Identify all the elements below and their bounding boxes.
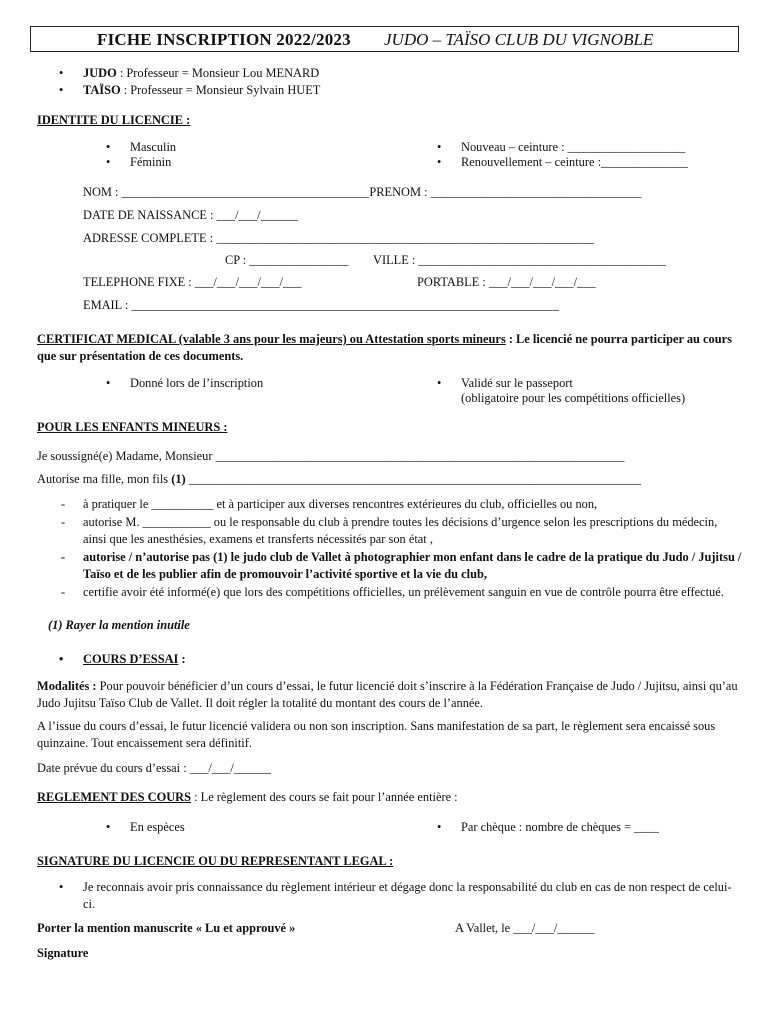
authorization-practice: - à pratiquer le __________ et à participer aux diverses rencontres extérieures du club, officielles ou non, bbox=[83, 496, 743, 513]
identity-heading: IDENTITE DU LICENCIE : bbox=[37, 113, 191, 127]
trial-outcome: A l’issue du cours d’essai, le futur licencié validera ou non son inscription. Sans manifestation de sa part, le règlement sera encaissé sous quinzaine. Tout encaissement sera définitif. bbox=[37, 719, 716, 750]
child-name-field[interactable]: Autorise ma fille, mon fils (1) _________________________________________________________________________ bbox=[37, 472, 642, 486]
trial-heading: • COURS D’ESSAI : bbox=[83, 652, 186, 667]
form-title: FICHE INSCRIPTION 2022/2023 bbox=[97, 30, 351, 49]
phone-field[interactable]: TELEPHONE FIXE : ___/___/___/___/___ bbox=[83, 275, 302, 289]
rules-acknowledgement: • Je reconnais avoir pris connaissance du règlement intérieur et dégage donc la responsabilité du club en cas de non respect de celui-ci. bbox=[83, 879, 733, 913]
payment-section: REGLEMENT DES COURS : Le règlement des cours se fait pour l’année entière : bbox=[37, 790, 458, 804]
email-field[interactable]: EMAIL : _____________________________________________________________________ bbox=[83, 298, 559, 312]
status-new[interactable]: • Nouveau – ceinture : ___________________ bbox=[461, 140, 685, 155]
payment-option-cash[interactable]: • En espèces bbox=[130, 820, 185, 835]
title-box bbox=[30, 26, 739, 52]
handwritten-mention: Porter la mention manuscrite « Lu et approuvé » bbox=[37, 921, 296, 935]
teacher-taiso: • TAÏSO : Professeur = Monsieur Sylvain HUET bbox=[83, 83, 320, 98]
sex-option-male[interactable]: • Masculin bbox=[130, 140, 176, 155]
nom-prenom-field[interactable]: NOM : ________________________________________PRENOM : __________________________________ bbox=[83, 185, 642, 199]
address-field[interactable]: ADRESSE COMPLETE : _____________________________________________________________ bbox=[83, 231, 595, 245]
trial-modalities: Modalités : Pour pouvoir bénéficier d’un cours d’essai, le futur licencié doit s’inscrire à la Fédération Française de Judo / Jujitsu, ainsi qu’au Judo Jujitsu Taïso Club de Vallet. Il doit régler la totalité du montant des cours de l’année. bbox=[37, 679, 738, 710]
authorization-medical: - autorise M. ___________ ou le responsable du club à prendre toutes les décisions d’urgence selon les prescriptions du médecin, ainsi que les anesthésies, examens et transferts nécessités par son état , bbox=[83, 514, 743, 548]
strike-note: (1) Rayer la mention inutile bbox=[48, 618, 190, 632]
signature-label: Signature bbox=[37, 946, 89, 960]
guardian-name-field[interactable]: Je soussigné(e) Madame, Monsieur __________________________________________________________________ bbox=[37, 449, 625, 463]
status-renewal[interactable]: • Renouvellement – ceinture :______________ bbox=[461, 155, 688, 170]
teacher-judo: • JUDO : Professeur = Monsieur Lou MENARD bbox=[83, 66, 319, 81]
certificate-option-passport-note: (obligatoire pour les compétitions officielles) bbox=[461, 391, 686, 405]
sex-option-female[interactable]: • Féminin bbox=[130, 155, 171, 170]
minors-heading: POUR LES ENFANTS MINEURS : bbox=[37, 420, 228, 434]
mobile-field[interactable]: PORTABLE : ___/___/___/___/___ bbox=[417, 275, 596, 289]
trial-date-field[interactable]: Date prévue du cours d’essai : ___/___/______ bbox=[37, 761, 271, 775]
place-date-field[interactable]: A Vallet, le ___/___/______ bbox=[455, 921, 595, 935]
authorization-photo: - autorise / n’autorise pas (1) le judo club de Vallet à photographier mon enfant dans le cadre de la pratique du Judo / Jujitsu / Taïso et de les publier afin de promouvoir l’activité sportive et la vie du club, bbox=[83, 549, 743, 583]
authorization-blood-test: - certifie avoir été informé(e) que lors des compétitions officielles, un prélèvement sanguin en vue de contrôle pourra être effectué. bbox=[83, 584, 743, 601]
payment-option-cheque[interactable]: • Par chèque : nombre de chèques = ____ bbox=[461, 820, 659, 835]
club-name: JUDO – TAÏSO CLUB DU VIGNOBLE bbox=[384, 30, 654, 49]
certificate-option-passport[interactable]: • Validé sur le passeport bbox=[461, 376, 573, 391]
ville-field[interactable]: VILLE : ________________________________________ bbox=[373, 253, 667, 267]
signature-heading: SIGNATURE DU LICENCIE OU DU REPRESENTANT LEGAL : bbox=[37, 854, 394, 868]
certificate-section: CERTIFICAT MEDICAL (valable 3 ans pour les majeurs) ou Attestation sports mineurs : Le licencié ne pourra participer au cours que sur présentation de ces documents. bbox=[37, 332, 732, 363]
cp-field[interactable]: CP : ________________ bbox=[225, 253, 349, 267]
certificate-option-registration[interactable]: • Donné lors de l’inscription bbox=[130, 376, 263, 391]
dob-field[interactable]: DATE DE NAISSANCE : ___/___/______ bbox=[83, 208, 298, 222]
